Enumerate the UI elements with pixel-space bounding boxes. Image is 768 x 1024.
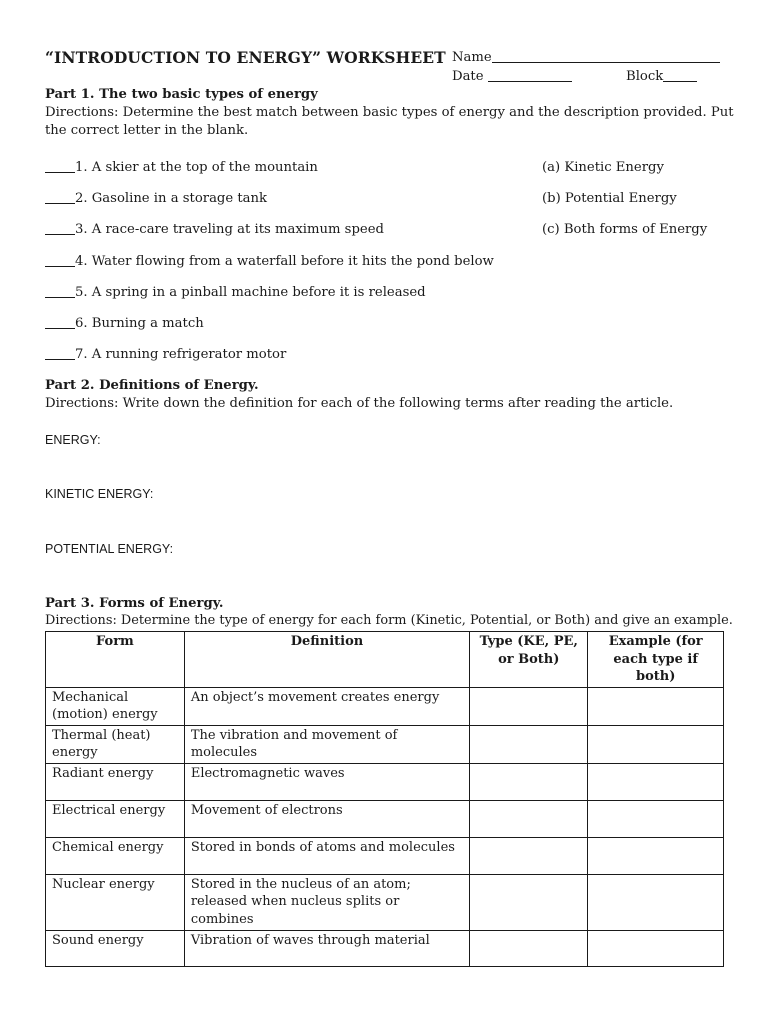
type-answer-cell[interactable]	[470, 930, 588, 966]
answer-blank[interactable]	[45, 191, 75, 204]
table-header-row	[46, 632, 724, 688]
form-cell: Mechanical (motion) energy	[46, 687, 185, 725]
name-blank[interactable]	[492, 50, 720, 63]
type-answer-cell[interactable]	[470, 687, 588, 725]
form-cell: Radiant energy	[46, 763, 185, 800]
part1-item	[45, 285, 426, 300]
option-potential: (b) Potential Energy	[542, 191, 677, 206]
example-answer-cell[interactable]	[588, 874, 724, 930]
part3-heading: Part 3. Forms of Energy.	[45, 596, 224, 611]
item-text: 6. Burning a match	[75, 316, 204, 331]
part1-item	[45, 347, 286, 362]
term-potential-energy: POTENTIAL ENERGY:	[45, 542, 174, 556]
type-answer-cell[interactable]	[470, 800, 588, 837]
table-row	[46, 874, 724, 930]
form-cell: Electrical energy	[46, 800, 185, 837]
form-cell: Nuclear energy	[46, 874, 185, 930]
worksheet-title: “INTRODUCTION TO ENERGY” WORKSHEET	[45, 48, 446, 67]
type-answer-cell[interactable]	[470, 837, 588, 874]
item-text: 1. A skier at the top of the mountain	[75, 160, 318, 175]
date-field[interactable]	[452, 69, 572, 84]
definition-cell: Electromagnetic waves	[184, 763, 469, 800]
name-label: Name	[452, 50, 492, 65]
part1-heading: Part 1. The two basic types of energy	[45, 87, 318, 102]
type-answer-cell[interactable]	[470, 763, 588, 800]
form-cell: Sound energy	[46, 930, 185, 966]
definition-cell: Stored in the nucleus of an atom; released when nucleus splits or combines	[184, 874, 469, 930]
answer-blank[interactable]	[45, 160, 75, 173]
part1-item	[45, 160, 318, 175]
part1-item	[45, 316, 204, 331]
part3-directions: Directions: Determine the type of energy for each form (Kinetic, Potential, or Both) and give an example.	[45, 613, 733, 628]
answer-blank[interactable]	[45, 347, 75, 360]
item-text: 7. A running refrigerator motor	[75, 347, 287, 362]
table-row	[46, 763, 724, 800]
date-label: Date	[452, 69, 484, 84]
example-answer-cell[interactable]	[588, 725, 724, 763]
answer-blank[interactable]	[45, 254, 75, 267]
item-text: 2. Gasoline in a storage tank	[75, 191, 268, 206]
part1-directions-line1: Directions: Determine the best match between basic types of energy and the description provided. Put	[45, 105, 734, 120]
term-energy: ENERGY:	[45, 433, 101, 447]
term-kinetic-energy: KINETIC ENERGY:	[45, 487, 154, 501]
part2-heading: Part 2. Definitions of Energy.	[45, 378, 259, 393]
option-both: (c) Both forms of Energy	[542, 222, 708, 237]
definition-cell: Movement of electrons	[184, 800, 469, 837]
block-label: Block	[626, 69, 664, 84]
block-blank[interactable]	[663, 69, 697, 82]
name-field[interactable]	[452, 50, 720, 65]
option-kinetic: (a) Kinetic Energy	[542, 160, 664, 175]
energy-forms-table	[45, 631, 724, 967]
part1-item	[45, 254, 494, 269]
form-cell: Thermal (heat) energy	[46, 725, 185, 763]
answer-blank[interactable]	[45, 316, 75, 329]
table-row	[46, 837, 724, 874]
table-row	[46, 725, 724, 763]
part1-directions-line2: the correct letter in the blank.	[45, 123, 249, 138]
definition-cell: An object’s movement creates energy	[184, 687, 469, 725]
item-text: 3. A race-care traveling at its maximum speed	[75, 222, 384, 237]
item-text: 5. A spring in a pinball machine before it is released	[75, 285, 426, 300]
part2-directions: Directions: Write down the definition for each of the following terms after reading the article.	[45, 396, 674, 411]
type-answer-cell[interactable]	[470, 874, 588, 930]
date-blank[interactable]	[488, 69, 572, 82]
column-header: Type (KE, PE, or Both)	[470, 632, 588, 688]
block-field[interactable]	[626, 69, 697, 84]
table-row	[46, 800, 724, 837]
column-header: Definition	[184, 632, 469, 688]
definition-cell: The vibration and movement of molecules	[184, 725, 469, 763]
form-cell: Chemical energy	[46, 837, 185, 874]
part1-item	[45, 191, 267, 206]
example-answer-cell[interactable]	[588, 800, 724, 837]
table-row	[46, 687, 724, 725]
part1-item	[45, 222, 384, 237]
example-answer-cell[interactable]	[588, 687, 724, 725]
item-text: 4. Water flowing from a waterfall before it hits the pond below	[75, 254, 494, 269]
example-answer-cell[interactable]	[588, 837, 724, 874]
answer-blank[interactable]	[45, 222, 75, 235]
definition-cell: Vibration of waves through material	[184, 930, 469, 966]
column-header: Example (for each type if both)	[588, 632, 724, 688]
example-answer-cell[interactable]	[588, 930, 724, 966]
type-answer-cell[interactable]	[470, 725, 588, 763]
table-row	[46, 930, 724, 966]
column-header: Form	[46, 632, 185, 688]
definition-cell: Stored in bonds of atoms and molecules	[184, 837, 469, 874]
example-answer-cell[interactable]	[588, 763, 724, 800]
answer-blank[interactable]	[45, 285, 75, 298]
